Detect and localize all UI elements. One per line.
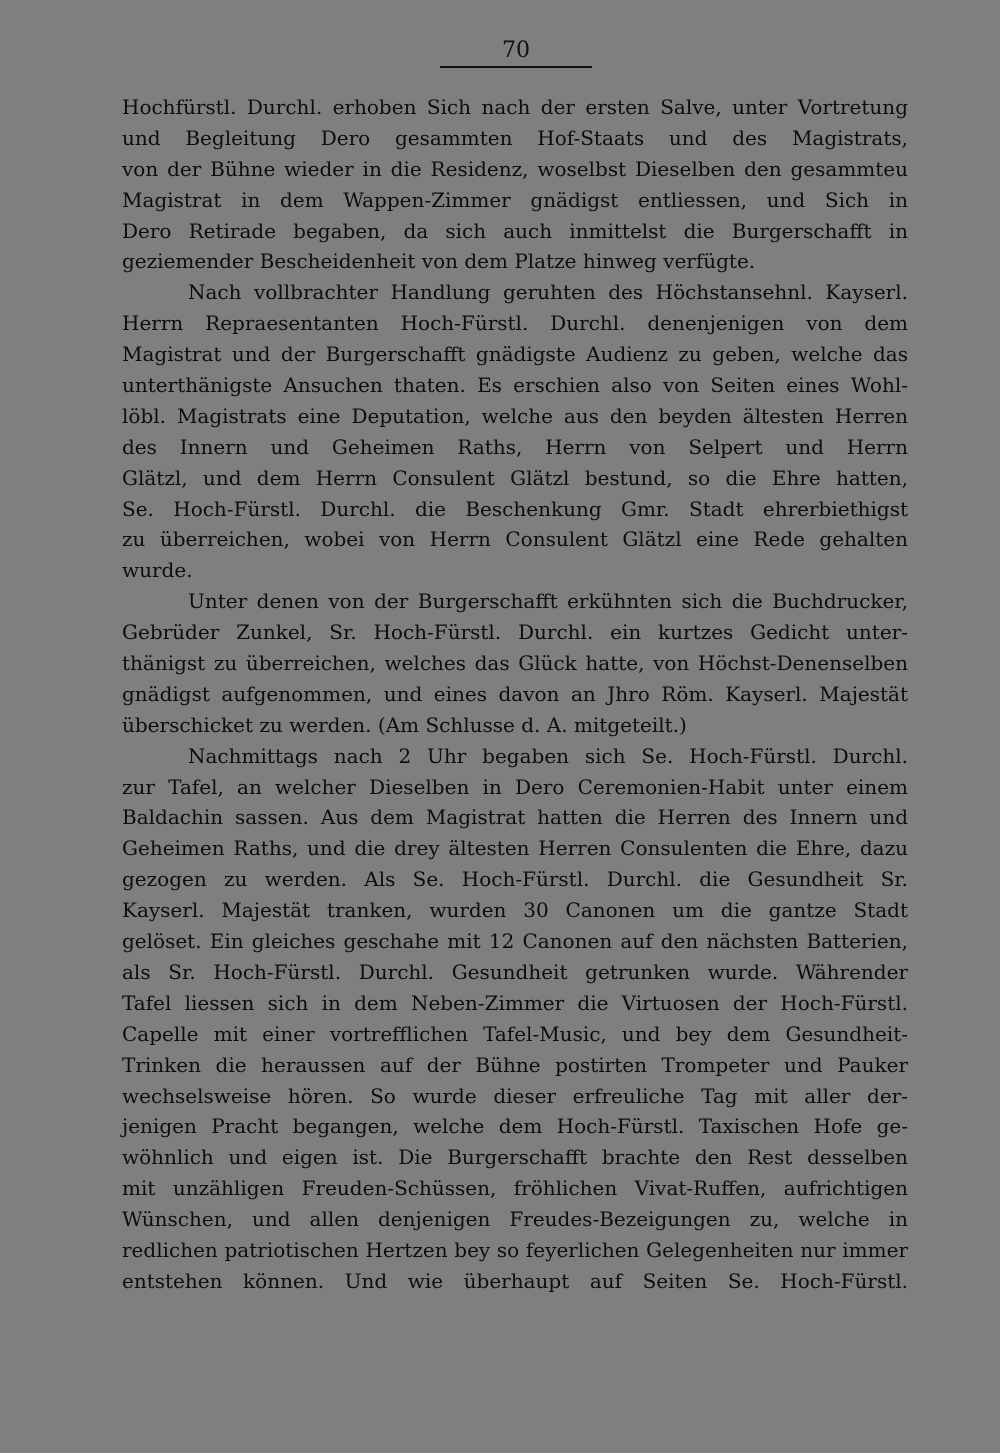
text-line: Hochfürstl. Durchl. erhoben Sich nach der ersten Salve, unter Vortretung <box>122 95 908 119</box>
text-line: Herrn Repraesentanten Hoch-Fürstl. Durchl. denenjenigen von dem <box>122 311 908 336</box>
text-line: wurde. <box>122 558 193 583</box>
text-line: Nach vollbrachter Handlung geruhten des Höchstansehnl. Kayserl. <box>188 280 908 305</box>
text-line: redlichen patriotischen Hertzen bey so feyerlichen Gelegenheiten nur immer <box>122 1237 908 1262</box>
text-line: Tafel liessen sich in dem Neben-Zimmer die Virtuosen der Hoch-Fürstl. <box>122 990 908 1015</box>
text-line: Magistrat in dem Wappen-Zimmer gnädigst entliessen, und Sich in <box>122 187 908 212</box>
text-line: Unter denen von der Burgerschafft erkühnten sich die Buchdrucker, <box>188 589 908 614</box>
text-line: und Begleitung Dero gesammten Hof-Staats und des Magistrats, <box>122 125 908 150</box>
text-line: Dero Retirade begaben, da sich auch inmittelst die Burgerschafft in <box>122 218 908 243</box>
text-line: als Sr. Hoch-Fürstl. Durchl. Gesundheit getrunken wurde. Währender <box>122 959 908 984</box>
text-line: Glätzl, und dem Herrn Consulent Glätzl bestund, so die Ehre hatten, <box>122 465 908 490</box>
body-text <box>122 92 908 1297</box>
text-line: Nachmittags nach 2 Uhr begaben sich Se. Hoch-Fürstl. Durchl. <box>188 743 908 768</box>
text-line: gnädigst aufgenommen, und eines davon an Jhro Röm. Kayserl. Majestät <box>122 681 908 706</box>
text-line: geziemender Bescheidenheit von dem Platze hinweg verfügte. <box>122 249 756 274</box>
text-line: unterthänigste Ansuchen thaten. Es erschien also von Seiten eines Wohl- <box>122 373 908 398</box>
text-line: wechselsweise hören. So wurde dieser erfreuliche Tag mit aller der- <box>122 1083 908 1108</box>
text-line: thänigst zu überreichen, welches das Glück hatte, von Höchst-Denenselben <box>122 651 908 676</box>
text-line: mit unzähligen Freuden-Schüssen, fröhlichen Vivat-Ruffen, aufrichtigen <box>122 1176 908 1201</box>
text-line: entstehen können. Und wie überhaupt auf Seiten Se. Hoch-Fürstl. <box>122 1268 908 1293</box>
text-line: von der Bühne wieder in die Residenz, woselbst Dieselben den gesammteu <box>122 156 908 181</box>
text-line: gelöset. Ein gleiches geschahe mit 12 Canonen auf den nächsten Batterien, <box>122 929 908 954</box>
text-line: löbl. Magistrats eine Deputation, welche aus den beyden ältesten Herren <box>122 403 908 428</box>
text-line: jenigen Pracht begangen, welche dem Hoch-Fürstl. Taxischen Hofe ge- <box>122 1114 908 1139</box>
text-line: Geheimen Raths, und die drey ältesten Herren Consulenten die Ehre, dazu <box>122 836 908 861</box>
text-line: zur Tafel, an welcher Dieselben in Dero Ceremonien-Habit unter einem <box>122 774 908 799</box>
text-line: Trinken die heraussen auf der Bühne postirten Trompeter und Pauker <box>122 1052 908 1077</box>
text-line: zu überreichen, wobei von Herrn Consulent Glätzl eine Rede gehalten <box>122 527 908 552</box>
text-line: Gebrüder Zunkel, Sr. Hoch-Fürstl. Durchl. ein kurtzes Gedicht unter- <box>122 620 908 645</box>
text-line: Magistrat und der Burgerschafft gnädigste Audienz zu geben, welche das <box>122 342 908 367</box>
page-number: 70 <box>440 38 592 68</box>
text-line: Kayserl. Majestät tranken, wurden 30 Canonen um die gantze Stadt <box>122 898 908 923</box>
text-line: überschicket zu werden. (Am Schlusse d. A. mitgeteilt.) <box>122 712 687 737</box>
text-line: Baldachin sassen. Aus dem Magistrat hatten die Herren des Innern und <box>122 805 908 830</box>
text-line: Se. Hoch-Fürstl. Durchl. die Beschenkung Gmr. Stadt ehrerbiethigst <box>122 496 908 521</box>
text-line: gezogen zu werden. Als Se. Hoch-Fürstl. Durchl. die Gesundheit Sr. <box>122 867 908 892</box>
text-line: des Innern und Geheimen Raths, Herrn von Selpert und Herrn <box>122 434 908 459</box>
text-line: Capelle mit einer vortrefflichen Tafel-Music, und bey dem Gesundheit- <box>122 1021 908 1046</box>
text-line: wöhnlich und eigen ist. Die Burgerschafft brachte den Rest desselben <box>122 1145 908 1170</box>
text-line: Wünschen, und allen denjenigen Freudes-Bezeigungen zu, welche in <box>122 1207 908 1232</box>
